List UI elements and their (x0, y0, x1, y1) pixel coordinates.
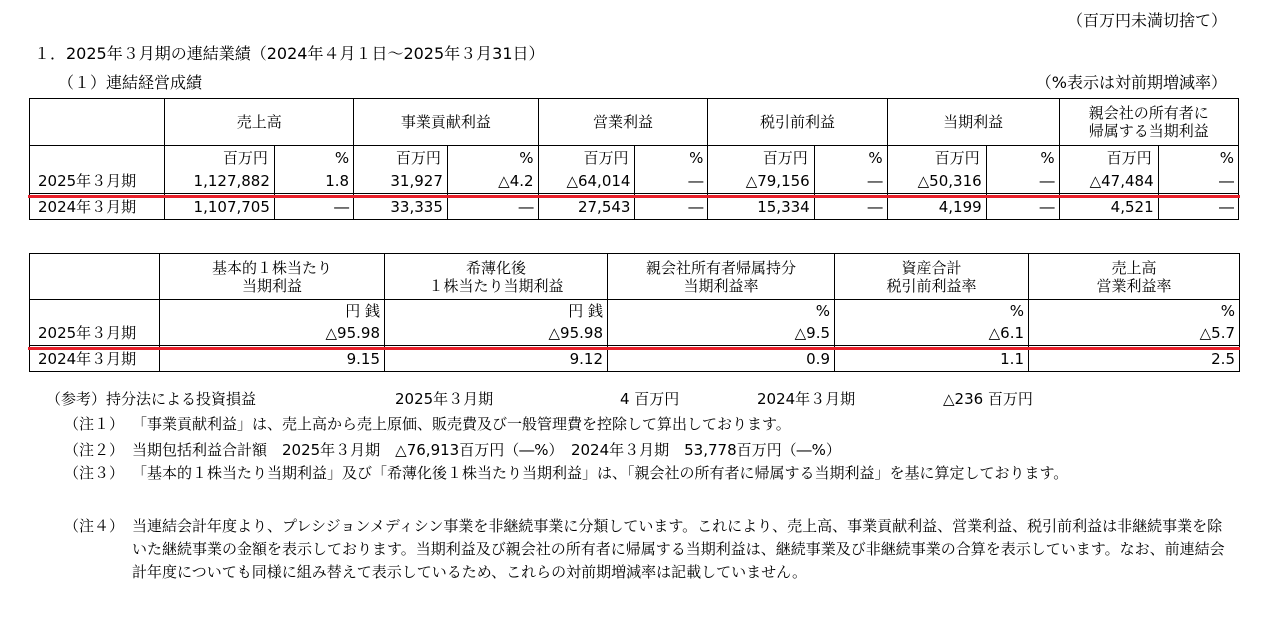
unit-amount: 百万円 (165, 146, 274, 170)
cell: △95.98 (385, 322, 608, 346)
header-line2: １株当たり当期利益 (428, 276, 564, 295)
cell: 31,927 (354, 170, 448, 194)
row-label: 2024年３月期 (30, 346, 160, 372)
header-line2: 当期利益 (241, 276, 302, 295)
unit-pct: % (986, 146, 1059, 170)
unit-pct: % (835, 300, 1029, 322)
note-label: （注３） (64, 464, 125, 482)
percent-note: （%表示は対前期増減率） (1035, 73, 1227, 92)
operating-results-table (29, 98, 1239, 220)
header-pretax-income: 税引前利益 (708, 99, 887, 146)
unit-pct: % (447, 146, 538, 170)
header-attributable-line2: 帰属する当期利益 (1088, 122, 1209, 140)
cell: ― (986, 170, 1059, 194)
header-attributable-line1: 親会社の所有者に (1088, 104, 1209, 122)
cell: 27,543 (538, 194, 635, 220)
cell: 0.9 (608, 346, 835, 372)
row-label: 2024年３月期 (30, 194, 165, 220)
unit-amount: 百万円 (354, 146, 448, 170)
per-share-ratio-table (29, 253, 1240, 372)
header-line2: 営業利益率 (1096, 276, 1172, 295)
note-label: （注１） (64, 415, 125, 433)
cell: 2.5 (1029, 346, 1240, 372)
highlight-line (28, 347, 1240, 350)
unit-pct: % (1029, 300, 1240, 322)
cell: △79,156 (708, 170, 814, 194)
section-title: １．2025年３月期の連結業績（2024年４月１日～2025年３月31日） (34, 44, 545, 63)
note-text: 「基本的１株当たり当期利益」及び「希薄化後１株当たり当期利益」は、「親会社の所有者に帰属する当期利益」を基に算定しております。 (132, 464, 1069, 482)
cell: △50,316 (887, 170, 986, 194)
cell: ― (447, 194, 538, 220)
header-basic-eps (160, 254, 385, 300)
table-header-row (30, 254, 1240, 300)
unit-amount: 百万円 (708, 146, 814, 170)
reference-period-2025: 2025年３月期 (395, 390, 494, 408)
unit-row (30, 146, 1239, 170)
cell: 1.8 (274, 170, 353, 194)
cell: ― (635, 170, 708, 194)
header-line1: 売上高 (1111, 258, 1157, 277)
note-text: 「事業貢献利益」は、売上高から売上原価、販売費及び一般管理費を控除して算出しております。 (132, 415, 791, 433)
cell: ― (1158, 170, 1238, 194)
header-blank (30, 254, 160, 300)
unit-amount: 百万円 (1059, 146, 1158, 170)
sub-title: （１）連結経営成績 (58, 73, 203, 92)
header-core-operating-income: 事業貢献利益 (354, 99, 538, 146)
unit-blank (30, 300, 160, 322)
cell: ― (635, 194, 708, 220)
header-net-income: 当期利益 (887, 99, 1059, 146)
unit-pct: % (635, 146, 708, 170)
header-sales: 売上高 (165, 99, 354, 146)
unit-blank (30, 146, 165, 170)
cell: ― (1158, 194, 1238, 220)
header-diluted-eps (385, 254, 608, 300)
unit-pct: % (814, 146, 887, 170)
unit-note: （百万円未満切捨て） (1066, 11, 1227, 30)
header-line1: 資産合計 (901, 258, 962, 277)
cell: ― (814, 194, 887, 220)
cell: △4.2 (447, 170, 538, 194)
note-label: （注２） (64, 441, 125, 459)
unit-amount: 百万円 (538, 146, 635, 170)
unit-pct: % (1158, 146, 1238, 170)
unit-amount: 百万円 (887, 146, 986, 170)
cell: ― (814, 170, 887, 194)
cell: 15,334 (708, 194, 814, 220)
cell: △6.1 (835, 322, 1029, 346)
row-label: 2025年３月期 (30, 322, 160, 346)
highlight-line (28, 195, 1240, 198)
cell: △47,484 (1059, 170, 1158, 194)
reference-period-2024: 2024年３月期 (757, 390, 856, 408)
cell: △95.98 (160, 322, 385, 346)
table-header-row (30, 99, 1239, 146)
table-row-fy2025 (30, 322, 1240, 346)
unit-pct: % (608, 300, 835, 322)
note-text: 当連結会計年度より、プレシジョンメディシン事業を非継続事業に分類しています。これにより、売上高、事業貢献利益、営業利益、税引前利益は非継続事業を除いた継続事業の金額を表示しております。当期利益及び親会社の所有者に帰属する当期利益は、継続事業及び非継続事業の合算を表示しています。なお、前連結会計年度についても同様に組み替えて表示しているため、これらの対前期増減率は記載していません。 (132, 517, 1225, 581)
header-line2: 税引前利益率 (886, 276, 977, 295)
cell: 9.12 (385, 346, 608, 372)
cell: △64,014 (538, 170, 635, 194)
cell: 1,127,882 (165, 170, 274, 194)
unit-yen-sen: 円 銭 (160, 300, 385, 322)
header-line1: 基本的１株当たり (211, 258, 332, 277)
note-label: （注４） (64, 517, 125, 535)
unit-yen-sen: 円 銭 (385, 300, 608, 322)
cell: ― (986, 194, 1059, 220)
unit-row (30, 300, 1240, 322)
row-label: 2025年３月期 (30, 170, 165, 194)
note-text: 当期包括利益合計額 2025年３月期 △76,913百万円（―%） 2024年３月期 53,778百万円（―%） (132, 441, 841, 459)
header-line1: 希薄化後 (465, 258, 526, 277)
header-operating-margin (1029, 254, 1240, 300)
reference-value-2024: △236 百万円 (943, 390, 1033, 408)
cell: 4,521 (1059, 194, 1158, 220)
cell: 1.1 (835, 346, 1029, 372)
cell: △5.7 (1029, 322, 1240, 346)
cell: 9.15 (160, 346, 385, 372)
table-row-fy2025 (30, 170, 1239, 194)
cell: 33,335 (354, 194, 448, 220)
cell: 1,107,705 (165, 194, 274, 220)
header-blank (30, 99, 165, 146)
header-line1: 親会社所有者帰属持分 (645, 258, 796, 277)
header-attributable-income (1059, 99, 1238, 146)
reference-label: （参考）持分法による投資損益 (46, 390, 257, 408)
header-operating-income: 営業利益 (538, 99, 708, 146)
header-line2: 当期利益率 (683, 276, 759, 295)
cell: 4,199 (887, 194, 986, 220)
unit-pct: % (274, 146, 353, 170)
cell: ― (274, 194, 353, 220)
cell: △9.5 (608, 322, 835, 346)
reference-value-2025: 4 百万円 (620, 390, 680, 408)
header-pretax-roa (835, 254, 1029, 300)
header-roe (608, 254, 835, 300)
